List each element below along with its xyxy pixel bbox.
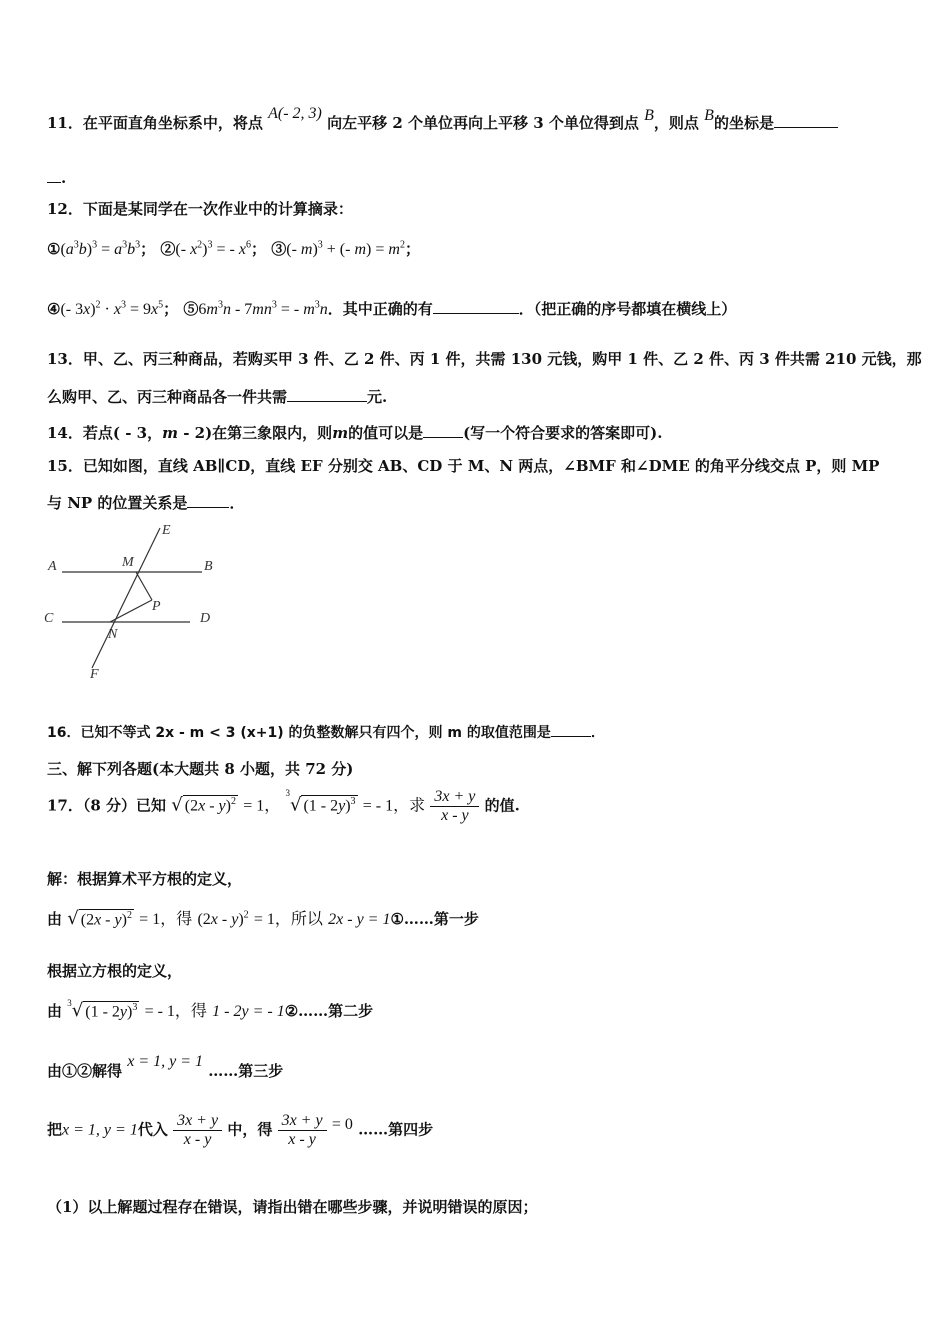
segment-mp xyxy=(136,572,152,600)
answer-blank xyxy=(187,493,229,508)
label-b: B xyxy=(204,559,213,574)
section-3-heading: 三、解下列各题(本大题共 8 小题，共 72 分) xyxy=(47,760,354,778)
part-1-prompt: （1）以上解题过程存在错误，请指出错在哪些步骤，并说明错误的原因； xyxy=(47,1198,538,1216)
expr-4: (- $3x)^2 \cdot x^3 = 9x^5$ xyxy=(60,299,164,318)
label-c: C xyxy=(44,611,54,626)
point-b: B xyxy=(644,107,654,124)
label-f: F xyxy=(90,667,99,682)
q15-line2: 与 NP 的位置关系是 ． xyxy=(47,494,245,512)
answer-blank xyxy=(433,299,519,314)
q16-line: 16．已知不等式 2x - m < 3 (x+1) 的负整数解只有四个，则 m 的取值范围是 ． xyxy=(47,722,605,742)
q11-line1: 11．在平面直角坐标系中，将点 A(- 2, 3) 向左平移 2 个单位再向上平移 3 个单位得到点 B，则点 B的坐标是 xyxy=(47,112,838,133)
expr-5: $6m^3n - 7mn^3$ = - $m^3n$ xyxy=(198,299,328,318)
expr-1: $(a^3b)^3 = a^3b^3$ xyxy=(60,239,141,258)
label-e: E xyxy=(162,523,171,538)
answer-blank xyxy=(551,722,591,737)
answer-blank xyxy=(423,423,463,438)
solution-step2: 根据立方根的定义， xyxy=(47,962,183,980)
q13-line1: 13．甲、乙、丙三种商品，若购买甲 3 件、乙 2 件、丙 1 件，共需 130 元钱，购甲 1 件、乙 2 件、丙 3 件共需 210 元钱，那 xyxy=(47,350,922,368)
label-p: P xyxy=(152,599,161,614)
parallel-lines-figure xyxy=(40,518,240,686)
target-fraction: $\frac{3x + y}{x - y}$ xyxy=(430,788,479,825)
expr-2: (- $x^2)^3$ = - $x^6$ xyxy=(175,239,251,258)
q15-line1: 15．已知如图，直线 AB∥CD，直线 EF 分别交 AB、CD 于 M、N 两点，∠BMF 和∠DME 的角平分线交点 P，则 MP xyxy=(47,457,880,475)
label-m: M xyxy=(122,555,134,570)
q12-exprs-row1: $①(a^3b)^3 = a^3b^3$； ②(- $x^2)^3$ = - $x^6$； ③(- m)$^3$ + (- $m) = m^2$； xyxy=(47,239,420,258)
solution-step0: 解：根据算术平方根的定义， xyxy=(47,870,243,888)
solution-step3: 由 $^3$√ (1 - 2y)$^3$ = - 1，得 1 - 2y = - 1②……第二步 xyxy=(47,998,374,1021)
q12-exprs-row2: ④(- $3x)^2 \cdot x^3 = 9x^5$； $⑤6m^3n - 7mn^3$ = - $m^3n$．其中正确的有 ．（把正确的序号都填在横线上） xyxy=(47,299,737,318)
cbrt-expr: (1 - 2y)$^3$ xyxy=(303,796,356,815)
label-n: N xyxy=(108,627,118,642)
q12-intro: 12．下面是某同学在一次作业中的计算摘录： xyxy=(47,200,353,218)
q14-line: 14．若点( - 3，m - 2)在第三象限内，则m的值可以是 (写一个符合要求的答案即可). xyxy=(47,424,663,442)
label-d: D xyxy=(200,611,211,626)
expr-3: (- m)$^3$ + (- $m) = m^2$ xyxy=(286,239,405,258)
answer-blank xyxy=(287,387,367,402)
point-a: A(- 2, 3) xyxy=(268,105,322,122)
line-ef xyxy=(92,528,160,668)
solution-step4: 由①②解得 x = 1, y = 1 ……第三步 xyxy=(47,1053,284,1080)
solution-step5: 把x = 1, y = 1代入 $\frac{3x + y}{x - y}$ 中，得 $\frac{3x + y}{x - y}$ = 0 ……第四步 xyxy=(47,1112,434,1148)
label-a: A xyxy=(48,559,57,574)
answer-blank xyxy=(774,113,838,128)
q11-line2: . xyxy=(47,168,66,187)
q17-line: 17．（8 分）已知 √ (2x - y)$^2$ = 1， $^3$√ (1 - 2y)$^3$ = - 1，求 $\frac{3x + y}{x - y}$ 的值. xyxy=(47,788,520,824)
sqrt-expr: (2x - y)$^2$ xyxy=(184,796,236,815)
segment-np xyxy=(110,600,152,622)
solution-step1: 由 √ (2x - y)$^2$ = 1，得 (2x - y)$^2$ = 1，所以 2x - y = 1①……第一步 xyxy=(47,908,479,929)
q13-line2: 么购甲、乙、丙三种商品各一件共需 元. xyxy=(47,388,388,406)
